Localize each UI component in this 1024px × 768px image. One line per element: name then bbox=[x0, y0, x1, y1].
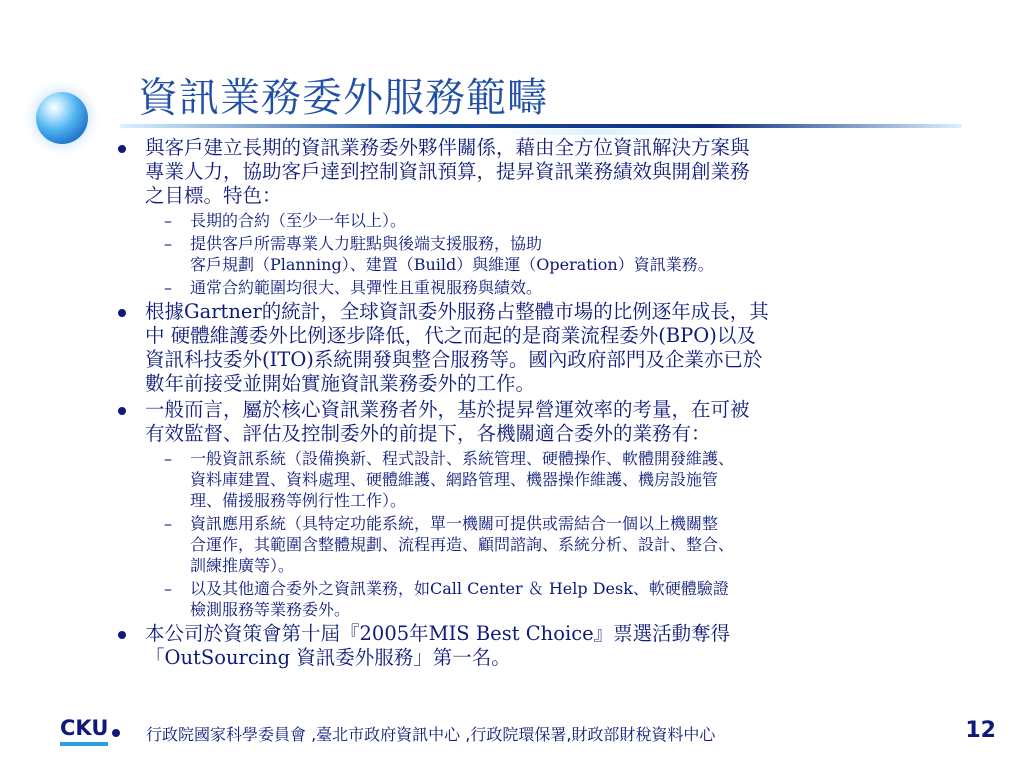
bullet-text: 與客戶建立長期的資訊業務委外夥伴關係，藉由全方位資訊解決方案與 專業人力，協助客戶達到控制資訊預算，提昇資訊業務績效與開創業務 之目標。特色： bbox=[145, 136, 750, 207]
title-underline-glow bbox=[500, 129, 700, 135]
sub-bullet-text: 通常合約範圍均很大、具彈性且重視服務與績效。 bbox=[190, 278, 543, 297]
sub-bullet-item bbox=[112, 448, 972, 511]
bullet-text: 本公司於資策會第十屆『2005年MIS Best Choice』票選活動奪得 「OutSourcing 資訊委外服務」第一名。 bbox=[145, 622, 731, 669]
bullet-item bbox=[112, 622, 972, 670]
sub-bullet-text: 資訊應用系統（具特定功能系統，單一機關可提供或需結合一個以上機關整 合運作，其範圍含整體規劃、流程再造、顧問諮詢、系統分析、設計、整合、 訓練推廣等）。 bbox=[190, 514, 735, 575]
bullet-text: 一般而言，屬於核心資訊業務者外，基於提昇營運效率的考量，在可被 有效監督、評估及控制委外的前提下，各機關適合委外的業務有： bbox=[145, 398, 750, 445]
sub-bullet-text: 以及其他適合委外之資訊業務，如Call Center ＆ Help Desk、軟硬體驗證 檢測服務等業務委外。 bbox=[190, 579, 729, 619]
slide-body bbox=[112, 136, 972, 672]
sub-bullet-item bbox=[112, 233, 972, 275]
logo-text: CKU bbox=[60, 716, 109, 740]
dash-marker: – bbox=[164, 579, 172, 598]
page-number: 12 bbox=[965, 718, 996, 743]
bullet-dot bbox=[118, 407, 126, 415]
bullet-dot bbox=[118, 145, 126, 153]
bullet-dot bbox=[118, 631, 126, 639]
sub-bullet-item bbox=[112, 578, 972, 620]
dash-marker: – bbox=[164, 234, 172, 253]
bullet-item bbox=[112, 136, 972, 208]
bullet-item bbox=[112, 300, 972, 396]
sub-bullet-item bbox=[112, 513, 972, 576]
title-underline bbox=[120, 124, 962, 128]
decorative-orb bbox=[36, 92, 88, 144]
dash-marker: – bbox=[164, 278, 172, 297]
sub-bullet-text: 一般資訊系統（設備換新、程式設計、系統管理、硬體操作、軟體開發維護、 資料庫建置、資料處理、硬體維護、網路管理、機器操作維護、機房設施管 理、備援服務等例行性工作）。 bbox=[190, 449, 735, 510]
footer-bullet-dot bbox=[112, 729, 120, 737]
dash-marker: – bbox=[164, 514, 172, 533]
bullet-text: 根據Gartner的統計，全球資訊委外服務占整體市場的比例逐年成長，其 中 硬體維護委外比例逐步降低，代之而起的是商業流程委外(BPO)以及 資訊科技委外(ITO)系統開發與整合服務等。國內政府部門及企業亦已於 數年前接受並開始實施資訊業務委外的工作。 bbox=[145, 300, 769, 395]
cku-logo bbox=[60, 716, 108, 740]
footer-clients: 行政院國家科學委員會 ,臺北市政府資訊中心 ,行政院環保署,財政部財稅資料中心 bbox=[146, 725, 716, 744]
sub-bullet-item bbox=[112, 210, 972, 231]
sub-bullet-text: 長期的合約（至少一年以上）。 bbox=[190, 211, 407, 230]
sub-bullet-item bbox=[112, 277, 972, 298]
sub-bullet-text: 提供客戶所需專業人力駐點與後端支援服務，協助 客戶規劃（Planning）、建置（Build）與維運（Operation）資訊業務。 bbox=[190, 234, 714, 274]
dash-marker: – bbox=[164, 449, 172, 468]
dash-marker: – bbox=[164, 211, 172, 230]
slide-title: 資訊業務委外服務範疇 bbox=[138, 75, 548, 121]
logo-underline bbox=[60, 742, 108, 746]
bullet-item bbox=[112, 398, 972, 446]
bullet-dot bbox=[118, 309, 126, 317]
